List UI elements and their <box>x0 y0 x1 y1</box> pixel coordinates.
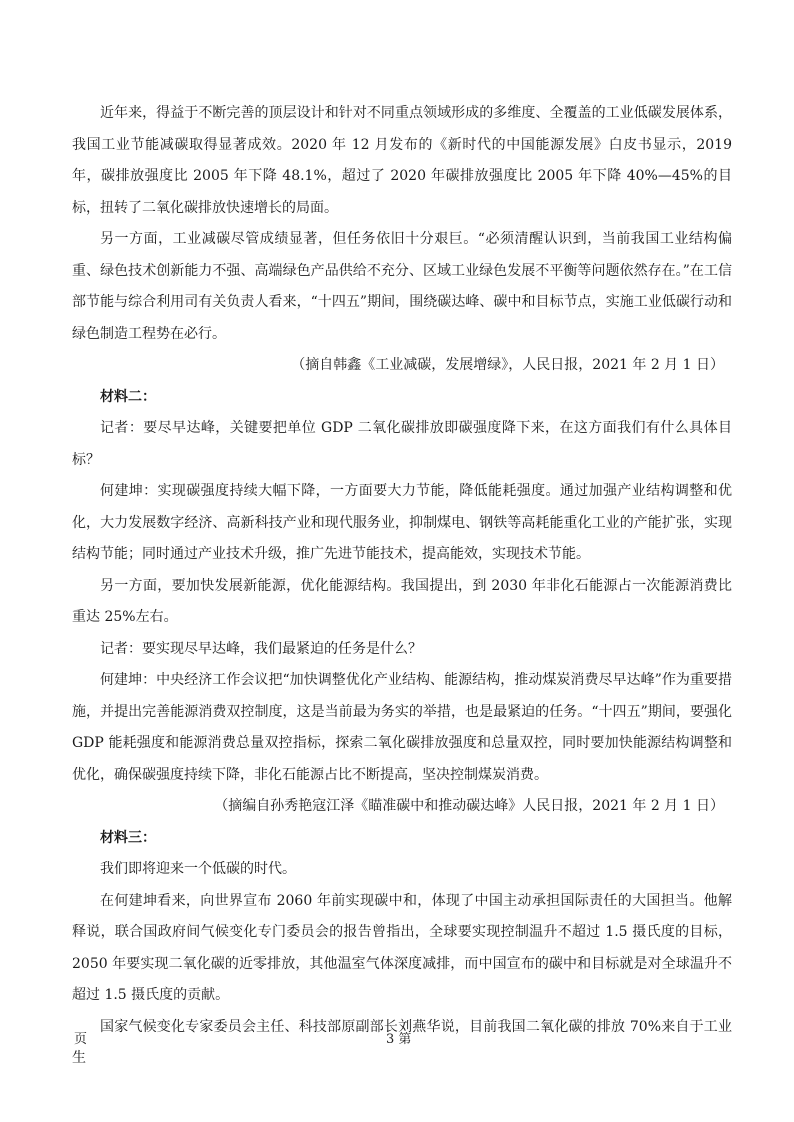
section-heading: 材料二： <box>100 388 156 405</box>
paragraph: 我们即将迎来一个低碳的时代。 <box>100 861 296 877</box>
paragraph: 何建坤：中央经济工作会议把“加快调整优化产业结构、能源结构，推动煤炭消费尽早达峰”作为重要措施，并提出完善能源消费双控制度，这是当前最为务实的举措，也是最紧迫的任务。“十四五”期间，要强化 GDP 能耗强度和能源消费总量双控指标，探索二氧化碳排放强度和总量双控，同时要加快能源结构调整和优化，确保碳强度持续下降，非化石能源占比不断提高，坚决控制煤炭消费。 <box>72 672 732 783</box>
footer-page-number: 3 第 <box>386 1032 412 1047</box>
paragraph: 在何建坤看来，向世界宣布 2060 年前实现碳中和，体现了中国主动承担国际责任的大国担当。他解释说，联合国政府间气候变化专门委员会的报告曾指出，全球要实现控制温升不超过 1.5 摄氏度的目标，2050 年要实现二氧化碳的近零排放，其他温室气体深度减排，而中国宣布的碳中和目标就是对全球温升不超过 1.5 摄氏度的贡献。 <box>72 892 732 1003</box>
document-body <box>72 98 732 1075</box>
paragraph: 另一方面，工业减碳尽管成绩显著，但任务依旧十分艰巨。“必须清醒认识到，当前我国工业结构偏重、绿色技术创新能力不强、高端绿色产品供给不充分、区域工业绿色发展不平衡等问题依然存在。”在工信部节能与综合利用司有关负责人看来，“十四五”期间，围绕碳达峰、碳中和目标节点，实施工业低碳行动和绿色制造工程势在必行。 <box>72 231 732 342</box>
footer-page-label: 页 <box>74 1032 88 1047</box>
paragraph: 另一方面，要加快发展新能源，优化能源结构。我国提出，到 2030 年非化石能源占一次能源消费比重达 25%左右。 <box>72 577 732 625</box>
source-citation: （摘编自孙秀艳寇江泽《瞄准碳中和推动碳达峰》人民日报，2021 年 2 月 1 日） <box>214 798 724 814</box>
source-citation: （摘自韩鑫《工业减碳，发展增绿》，人民日报，2021 年 2 月 1 日） <box>291 357 724 373</box>
paragraph: 何建坤：实现碳强度持续大幅下降，一方面要大力节能，降低能耗强度。通过加强产业结构调整和优化，大力发展数字经济、高新科技产业和现代服务业，抑制煤电、钢铁等高耗能重化工业的产能扩张，实现结构节能；同时通过产业技术升级，推广先进节能技术，提高能效，实现技术节能。 <box>72 483 732 562</box>
paragraph: 记者：要实现尽早达峰，我们最紧迫的任务是什么？ <box>100 640 422 657</box>
paragraph: 近年来，得益于不断完善的顶层设计和针对不同重点领域形成的多维度、全覆盖的工业低碳发展体系，我国工业节能减碳取得显著成效。2020 年 12 月发布的《新时代的中国能源发展》白皮书显示，2019 年，碳排放强度比 2005 年下降 48.1%，超过了 2020 年碳排放强度比 2005 年下降 40%—45%的目标，扭转了二氧化碳排放快速增长的局面。 <box>72 105 732 216</box>
section-heading: 材料三： <box>100 829 156 846</box>
paragraph: 记者：要尽早达峰，关键要把单位 GDP 二氧化碳排放即碳强度降下来，在这方面我们有什么具体目标？ <box>72 420 732 468</box>
paragraph: 国家气候变化专家委员会主任、科技部原副部长刘燕华说，目前我国二氧化碳的排放 70%来自于工业生 <box>72 1018 732 1066</box>
